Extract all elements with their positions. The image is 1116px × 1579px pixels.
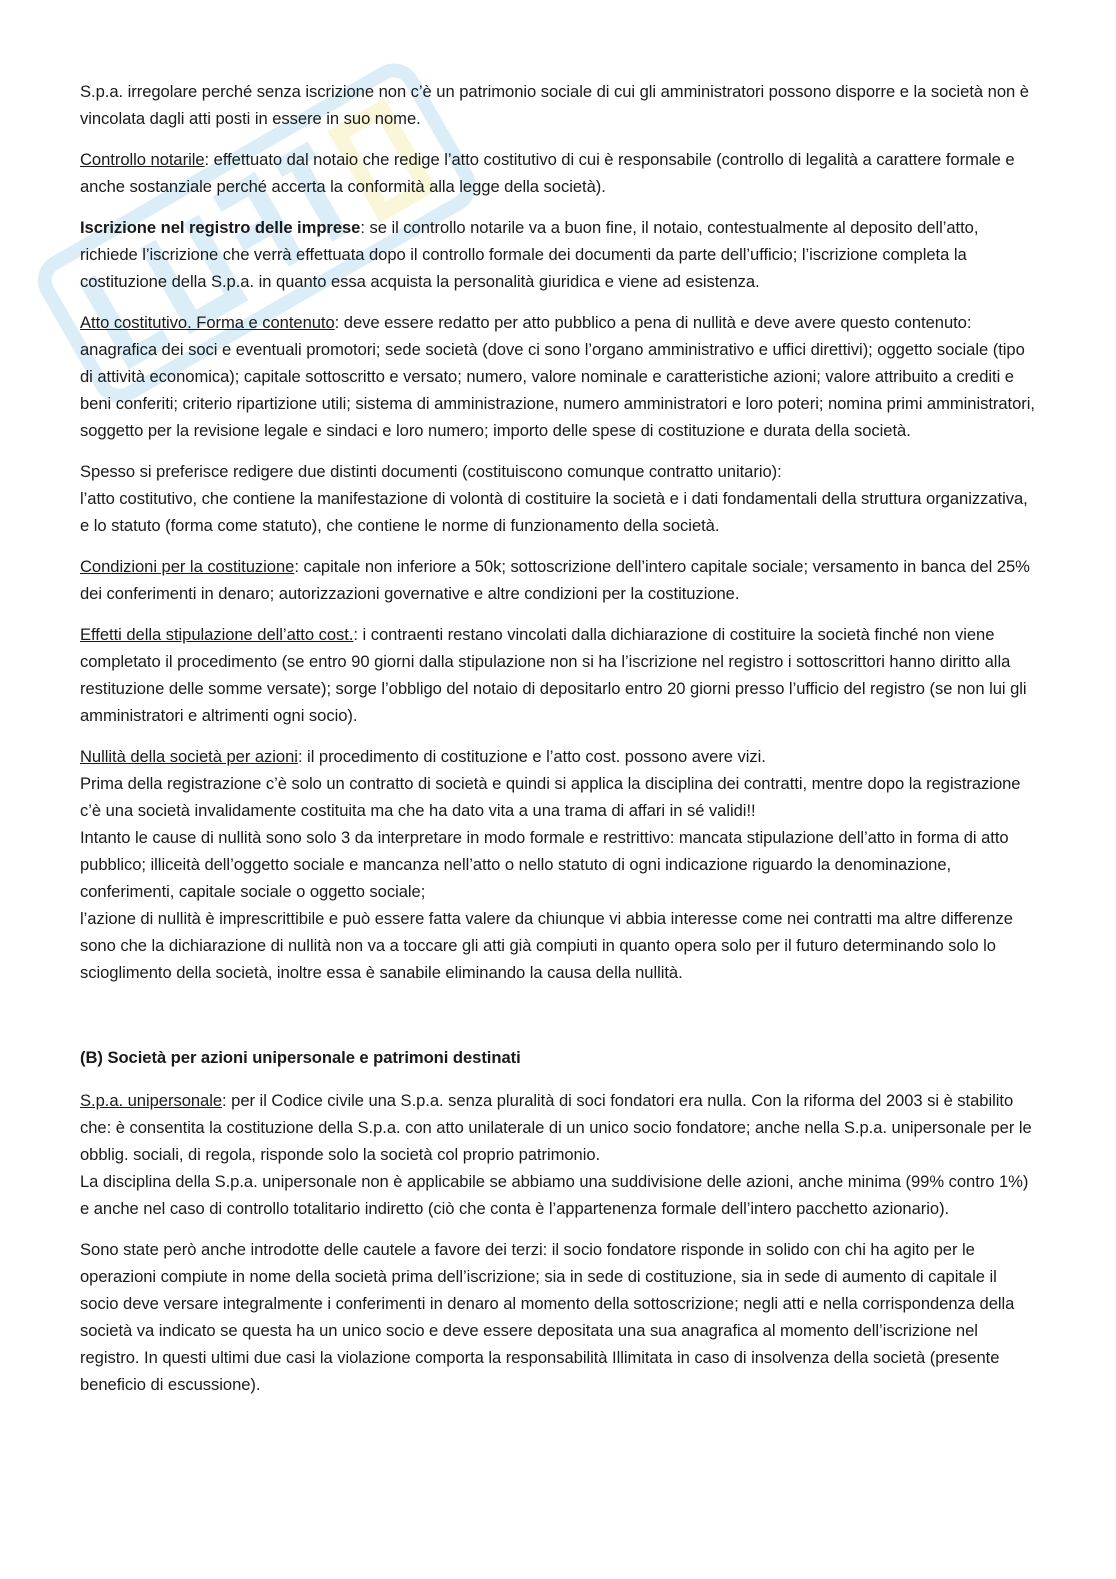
section-b-title: (B) Società per azioni unipersonale e patrimoni destinati	[80, 1048, 521, 1067]
paragraph-spa-unipersonale	[80, 1087, 1035, 1222]
paragraph-spa-irregolare: S.p.a. irregolare perché senza iscrizione non c’è un patrimonio sociale di cui gli amministratori possono disporre e la società non è vincolata dagli atti posti in essere in suo nome.	[80, 82, 1029, 128]
text-controllo-notarile: : effettuato dal notaio che redige l’atto costitutivo di cui è responsabile (controllo di legalità a carattere formale e anche sostanziale perché accerta la conformità alla legge della società).	[80, 150, 1015, 196]
text-nullita-spa: : il procedimento di costituzione e l’atto cost. possono avere vizi.	[297, 747, 766, 766]
paragraph-cautele-terzi: Sono state però anche introdotte delle cautele a favore dei terzi: il socio fondatore risponde in solido con chi ha agito per le operazioni compiute in nome della società prima dell’iscrizione; sia in sede di costituzione, sia in sede di aumento di capitale il socio deve versare integralmente i conferimenti in denaro al momento della sottoscrizione; negli atti e nella corrispondenza della società va indicato se questa ha un unico socio e deve essere depositata una sua anagrafica al momento dell’iscrizione nel registro. In questi ultimi due casi la violazione comporta la responsabilità Illimitata in caso di insolvenza della società (presente beneficio di escussione).	[80, 1240, 1015, 1394]
text-spa-unipersonale: : per il Codice civile una S.p.a. senza pluralità di soci fondatori era nulla. Con la riforma del 2003 si è stabilito che: è consentita la costituzione della S.p.a. con atto unilaterale di un unico socio fondatore; anche nella S.p.a. unipersonale per le obblig. sociali, di regola, risponde solo la società col proprio patrimonio.	[80, 1091, 1032, 1164]
paragraph-documenti-distinti	[80, 458, 1035, 539]
label-spa-unipersonale: S.p.a. unipersonale	[80, 1091, 223, 1110]
text-effetti-stipulazione: : i contraenti restano vincolati dalla dichiarazione di costituire la società finché non viene completato il procedimento (se entro 90 giorni dalla stipulazione non si ha l’iscrizione nel registro i sottoscrittori hanno diritto alla restituzione delle somme versate); sorge l’obbligo del notaio di depositarlo entro 20 giorni presso l’ufficio del registro (se non lui gli amministratori e altrimenti ogni socio).	[80, 625, 1027, 725]
paragraph-effetti-stipulazione	[80, 621, 1035, 729]
label-effetti-stipulazione: Effetti della stipulazione dell’atto cost.	[80, 625, 354, 644]
text-nullita-line3: Intanto le cause di nullità sono solo 3 da interpretare in modo formale e restrittivo: mancata stipulazione dell’atto in forma di atto pubblico; illiceità dell’oggetto sociale e mancanza nell’atto o nello statuto di ogni indicazione riguardo la denominazione, conferimenti, capitale sociale o oggetto sociale;	[80, 828, 1009, 901]
text-iscrizione-registro: : se il controllo notarile va a buon fine, il notaio, contestualmente al deposito dell’atto, richiede l’iscrizione che verrà effettuata dopo il controllo formale dei documenti da parte dell’ufficio; l’iscrizione completa la costituzione della S.p.a. in quanto essa acquista la personalità giuridica e viene ad esistenza.	[80, 218, 979, 291]
document-body	[80, 78, 1035, 1412]
paragraph-condizioni-costituzione	[80, 553, 1035, 607]
text-unipersonale-line2: La disciplina della S.p.a. unipersonale non è applicabile se abbiamo una suddivisione delle azioni, anche minima (99% contro 1%) e anche nel caso di controllo totalitario indiretto (ciò che conta è l’appartenenza formale dell’intero pacchetto azionario).	[80, 1172, 1029, 1218]
text-documenti-line1: Spesso si preferisce redigere due distinti documenti (costituiscono comunque contratto unitario):	[80, 462, 782, 481]
text-atto-costitutivo: : deve essere redatto per atto pubblico a pena di nullità e deve avere questo contenuto: anagrafica dei soci e eventuali promotori; sede società (dove ci sono l’organo amministrativo e uffici direttivi); oggetto sociale (tipo di attività economica); capitale sottoscritto e versato; numero, valore nominale e caratteristiche azioni; valore attribuito a crediti e beni conferiti; criterio ripartizione utili; sistema di amministrazione, numero amministratori e loro poteri; nomina primi amministratori, soggetto per la revisione legale e sindaci e loro numero; importo delle spese di costituzione e durata della società.	[80, 313, 1035, 440]
paragraph-atto-costitutivo	[80, 309, 1035, 444]
nullita-line1	[80, 743, 1035, 770]
text-nullita-line4: l’azione di nullità è imprescrittibile e può essere fatta valere da chiunque vi abbia interesse come nei contratti ma altre differenze sono che la dichiarazione di nullità non va a toccare gli atti già compiuti in quanto opera solo per il futuro determinando solo lo scioglimento della società, inoltre essa è sanabile eliminando la causa della nullità.	[80, 909, 1013, 982]
unipersonale-line1	[80, 1087, 1035, 1168]
text-condizioni-costituzione: : capitale non inferiore a 50k; sottoscrizione dell’intero capitale sociale; versamento in banca del 25% dei conferimenti in denaro; autorizzazioni governative e altre condizioni per la costituzione.	[80, 557, 1030, 603]
label-controllo-notarile: Controllo notarile	[80, 150, 205, 169]
paragraph-nullita-spa	[80, 743, 1035, 986]
label-condizioni-costituzione: Condizioni per la costituzione	[80, 557, 295, 576]
text-documenti-line2: l’atto costitutivo, che contiene la manifestazione di volontà di costituire la società e i dati fondamentali della struttura organizzativa, e lo statuto (forma come statuto), che contiene le norme di funzionamento della società.	[80, 489, 1028, 535]
label-nullita-spa: Nullità della società per azioni	[80, 747, 298, 766]
label-iscrizione-registro: Iscrizione nel registro delle imprese	[80, 218, 361, 237]
paragraph-iscrizione-registro	[80, 214, 1035, 295]
label-atto-costitutivo: Atto costitutivo. Forma e contenuto	[80, 313, 335, 332]
text-nullita-line2: Prima della registrazione c’è solo un contratto di società e quindi si applica la disciplina dei contratti, mentre dopo la registrazione c’è una società invalidamente costituita ma che ha dato vita a una trama di affari in sé validi!!	[80, 774, 1021, 820]
paragraph-controllo-notarile	[80, 146, 1035, 200]
